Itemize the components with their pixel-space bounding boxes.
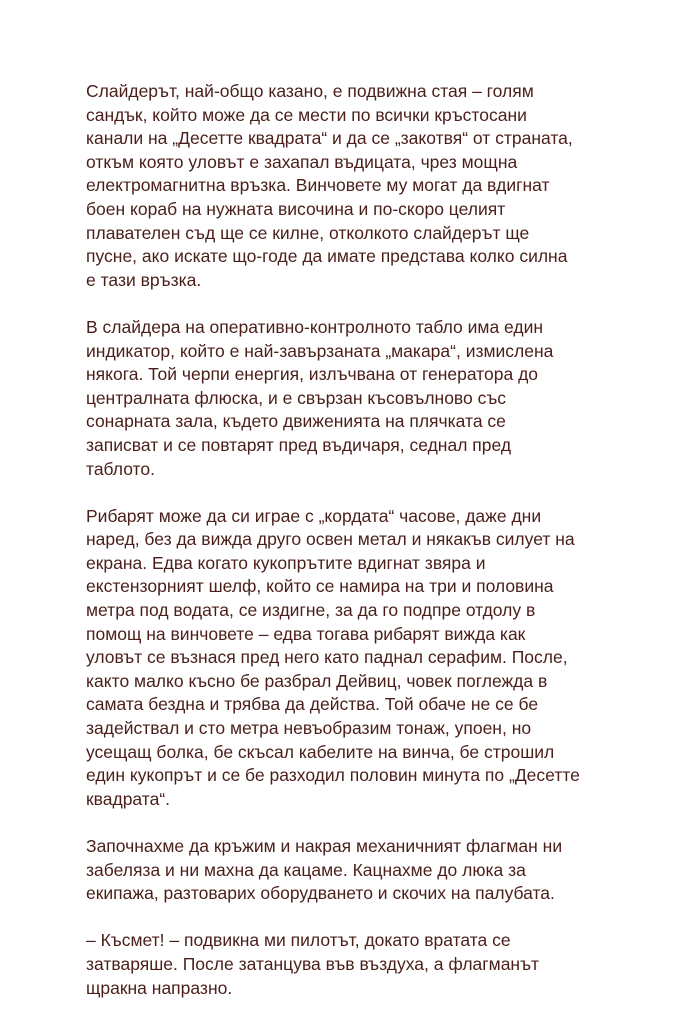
paragraph-1: Слайдерът, най-общо казано, е подвижна стая – голям сандък, който може да се мести по всички кръстосани канали на „Десетте квадрата“ и да се „закотвя“ от страната, откъм която уловът е захапал въдицата, чрез мощна електромагнитна връзка. Винчовете му могат да вдигнат боен кораб на нужната височина и по-скоро целият плавателен съд ще се килне, отколкото слайдерът ще пусне, ако искате що-годе да имате представа колко силна е тази връзка. (86, 81, 573, 290)
paragraph-3: Рибарят може да си играе с „кордата“ часове, даже дни наред, без да вижда друго освен метал и някакъв силует на екрана. Едва когато кукопрътите вдигнат звяра и екстензорният шелф, който се намира на три и половина метра под водата, се издигне, за да го подпре отдолу в помощ на винчовете – едва тогава рибарят вижда как уловът се възнася пред него като паднал серафим. После, както малко късно бе разбрал Дейвиц, човек поглежда в самата бездна и трябва да действа. Той обаче не се бе задействал и сто метра невъобразим тонаж, упоен, но усещащ болка, бе скъсал кабелите на винча, бе строшил един кукопрът и се бе разходил половин минута по „Десетте квадрата“. (86, 505, 580, 809)
paragraph-2: В слайдера на оперативно-контролното табло има един индикатор, който е най-завързаната „макара“, измислена някога. Той черпи енергия, излъчвана от генератора до централната флюска, и е свързан късовълново със сонарната зала, където движенията на плячката се записват и се повтарят пред въдичаря, седнал пред таблото. (86, 316, 554, 479)
paragraph-4: Започнахме да кръжим и накрая механичният флагман ни забеляза и ни махна да кацаме. Кацнахме до люка за екипажа, разтоварих оборудването и скочих на палубата. (86, 836, 563, 904)
paragraph-5: – Късмет! – подвикна ми пилотът, докато вратата се затваряше. После затанцува във въздуха, а флагманът щракна напразно. (86, 930, 540, 998)
body-text (86, 80, 626, 1024)
